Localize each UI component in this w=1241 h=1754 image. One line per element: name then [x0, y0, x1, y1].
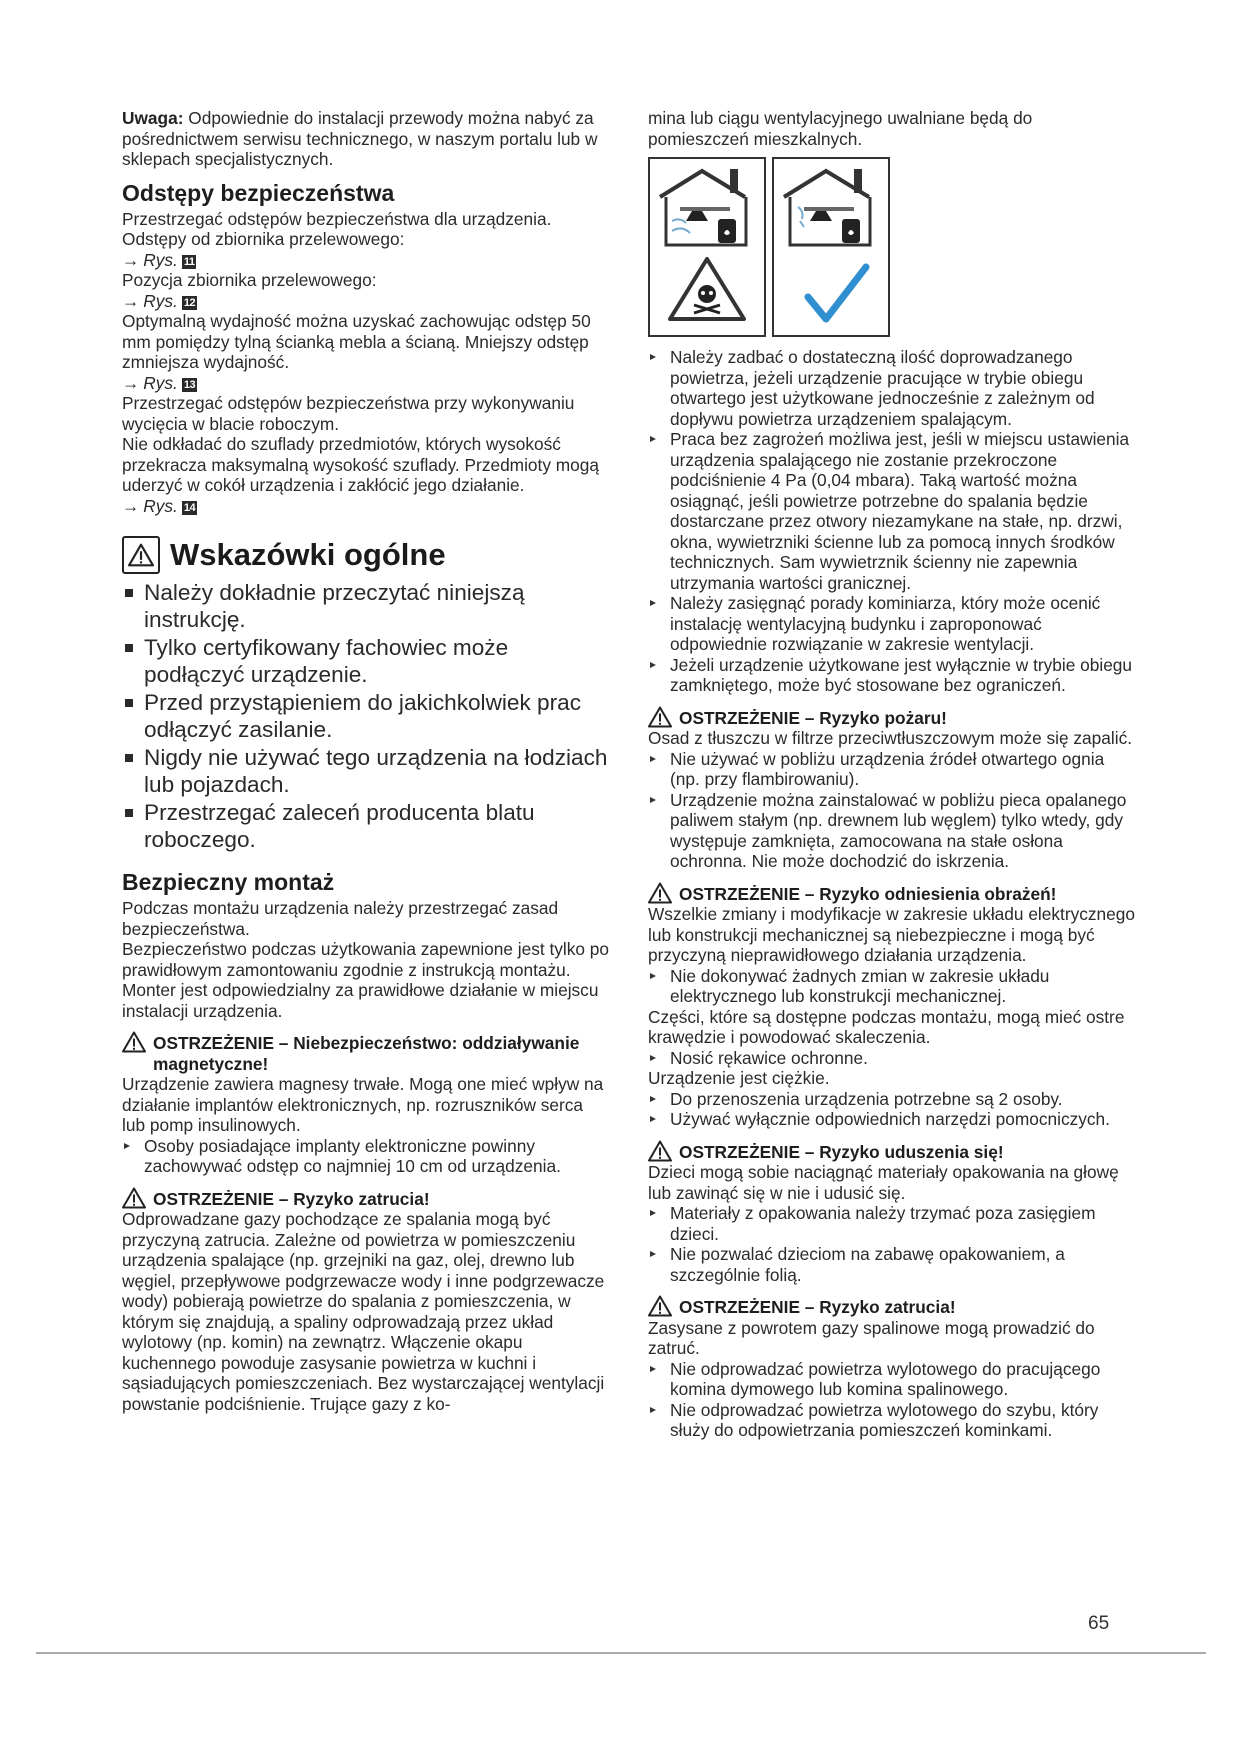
warning-poison-text: Odprowadzane gazy pochodzące ze spalania mogą być przyczyną zatrucia. Zależne od powietrza w pomieszczeniu urządzenia spalające (np. grzejniki na gaz, olej, drewno lub węgiel, przepływowe podgrzewacze wody i inne podgrzewacze wody) pobierają powietrze do spalania z pomieszczenia, w którym się znajdują, a spaliny odprowadzają przez układ wylotowy (np. komin) na zewnątrz. Włączenie okapu kuchennego powoduje zasysanie powietrza w kuchni i sąsiadujących pomieszczeniach. Bez wystarczającej wentylacji powstanie podciśnienie. Trujące gazy z ko- [122, 1209, 605, 1414]
safety-p2: Odstępy od zbiornika przelewowego: [122, 229, 405, 249]
list-item: Przed przystąpieniem do jakichkolwiek prac odłączyć zasilanie. [122, 690, 610, 743]
warning-poison-heading: OSTRZEŻENIE – Ryzyko zatrucia! [122, 1189, 610, 1210]
left-column [122, 108, 610, 1414]
list-item: Przestrzegać zaleceń producenta blatu roboczego. [122, 800, 610, 853]
warning-suffocation-heading: OSTRZEŻENIE – Ryzyko uduszenia się! [648, 1142, 1136, 1163]
list-item: Należy dokładnie przeczytać niniejszą instrukcję. [122, 580, 610, 633]
list-item: Do przenoszenia urządzenia potrzebne są 2 osoby. [648, 1089, 1136, 1110]
list-item: Należy zadbać o dostateczną ilość doprowadzanego powietrza, jeżeli urządzenie pracujące w trybie obiegu otwartego jest użytkowane jednocześnie z zależnym od dopływu powietrza urządzeniem spalającym. [648, 347, 1136, 429]
footer-divider [36, 1652, 1206, 1654]
warning-magnetic-text: Urządzenie zawiera magnesy trwałe. Mogą one mieć wpływ na działanie implantów elektronicznych, np. rozruszników serca lub pomp insulinowych. [122, 1074, 604, 1135]
arrow-right-icon: → [122, 372, 140, 393]
warning-triangle-icon [648, 1140, 672, 1162]
figure-ok [772, 157, 890, 337]
warning-injury-list-2 [648, 1048, 1136, 1069]
warning-injury-list-1 [648, 966, 1136, 1007]
safety-distances-heading: Odstępy bezpieczeństwa [122, 179, 395, 206]
list-item: Nosić rękawice ochronne. [648, 1048, 1136, 1069]
arrow-right-icon: → [122, 290, 140, 311]
safety-p1: Przestrzegać odstępów bezpieczeństwa dla urządzenia. [122, 208, 552, 229]
figure-number-badge: 13 [183, 378, 196, 391]
mounting-p1: Podczas montażu urządzenia należy przestrzegać zasad bezpieczeństwa. [122, 898, 559, 939]
list-item: Urządzenie można zainstalować w pobliżu pieca opalanego paliwem stałym (np. drewnem lub węglem) tylko wtedy, gdy występuje zamknięta, zamocowana na stałe osłona ochronna. Nie może dochodzić do iskrzenia. [648, 790, 1136, 872]
warning-poison2-text: Zasysane z powrotem gazy spalinowe mogą prowadzić do zatruć. [648, 1317, 1095, 1358]
list-item: Używać wyłącznie odpowiednich narzędzi pomocniczych. [648, 1109, 1136, 1130]
list-item: Nie pozwalać dzieciom na zabawę opakowaniem, a szczególnie folią. [648, 1244, 1136, 1285]
warning-box-icon [122, 536, 160, 574]
warning-suffocation-text: Dzieci mogą sobie naciągnąć materiały opakowania na głowę lub zawinąć się w nie i udusić się. [648, 1162, 1119, 1203]
safety-p3: Pozycja zbiornika przelewowego: [122, 270, 377, 290]
general-heading: Wskazówki ogólne [170, 537, 446, 572]
warning-injury-text3: Urządzenie jest ciężkie. [648, 1068, 830, 1088]
warning-injury-text2: Części, które są dostępne podczas montażu, mogą mieć ostre krawędzie i powodować skaleczenia. [648, 1006, 1125, 1047]
list-item: Materiały z opakowania należy trzymać poza zasięgiem dzieci. [648, 1203, 1136, 1244]
ventilation-list [648, 347, 1136, 696]
note-paragraph [122, 108, 610, 170]
warning-magnetic-list [122, 1136, 610, 1177]
general-heading-row [122, 536, 610, 574]
list-item: Tylko certyfikowany fachowiec może podłączyć urządzenie. [122, 635, 610, 688]
warning-triangle-icon [122, 1187, 146, 1209]
list-item: Osoby posiadające implanty elektroniczne powinny zachowywać odstęp co najmniej 10 cm od urządzenia. [122, 1136, 610, 1177]
safety-p5: Przestrzegać odstępów bezpieczeństwa przy wykonywaniu wycięcia w blacie roboczym. [122, 393, 575, 434]
list-item: Nie odprowadzać powietrza wylotowego do pracującego komina dymowego lub komina spalinowego. [648, 1359, 1136, 1400]
house-danger-illustration [650, 159, 764, 335]
warning-injury-list-3 [648, 1089, 1136, 1130]
arrow-right-icon: → [122, 249, 140, 270]
warning-suffocation-list [648, 1203, 1136, 1285]
warning-triangle-icon [122, 1031, 146, 1053]
warning-poison2-list [648, 1359, 1136, 1441]
house-ok-illustration [774, 159, 888, 335]
figure-ref-11[interactable]: → Rys. 11 [122, 249, 195, 270]
figure-number-badge: 12 [183, 296, 196, 309]
warning-fire-heading: OSTRZEŻENIE – Ryzyko pożaru! [648, 708, 1136, 729]
mounting-heading: Bezpieczny montaż [122, 869, 335, 895]
list-item: Jeżeli urządzenie użytkowane jest wyłącznie w trybie obiegu zamkniętego, może być stosowane bez ograniczeń. [648, 655, 1136, 696]
figure-ref-12[interactable]: → Rys. 12 [122, 290, 196, 311]
note-text: Odpowiednie do instalacji przewody można nabyć za pośrednictwem serwisu technicznego, w naszym portalu lub w sklepach specjalistycznych. [122, 108, 598, 169]
ventilation-figures [648, 157, 1136, 337]
list-item: Należy zasięgnąć porady kominiarza, który może ocenić instalację wentylacyjną budynku i zaproponować odpowiednie rozwiązanie w zakresie wentylacji. [648, 593, 1136, 655]
list-item: Nie używać w pobliżu urządzenia źródeł otwartego ognia (np. przy flambirowaniu). [648, 749, 1136, 790]
list-item: Nie odprowadzać powietrza wylotowego do szybu, który służy do odpowietrzania pomieszczeń kominkami. [648, 1400, 1136, 1441]
page-number: 65 [1088, 1613, 1110, 1634]
warning-triangle-icon [648, 882, 672, 904]
warning-triangle-icon [648, 706, 672, 728]
warning-fire-list [648, 749, 1136, 872]
figure-number-badge: 11 [183, 255, 195, 268]
continuation-text: mina lub ciągu wentylacyjnego uwalniane będą do pomieszczeń mieszkalnych. [648, 108, 1033, 149]
figure-ref-13[interactable]: → Rys. 13 [122, 372, 196, 393]
general-list [122, 580, 610, 853]
safety-p4: Optymalną wydajność można uzyskać zachowując odstęp 50 mm pomiędzy tylną ścianką mebla a ścianą. Mniejszy odstęp zmniejsza wydajność. [122, 311, 591, 372]
list-item: Praca bez zagrożeń możliwa jest, jeśli w miejscu ustawienia urządzenia spalającego nie zostanie przekroczone podciśnienie 4 Pa (0,04 mbara). Taką wartość można osiągnąć, jeśli powietrze potrzebne do spalania będzie dostarczane przez otwory niezamykane na stałe, np. drzwi, okna, wywietrzniki ścienne lub za pomocą innych środków technicznych. Sam wywietrznik ścienny nie zapewnia utrzymania wartości granicznej. [648, 429, 1136, 593]
warning-injury-text: Wszelkie zmiany i modyfikacje w zakresie układu elektrycznego lub konstrukcji mechanicznej są niebezpieczne i mogą być przyczyną nieprawidłowego działania urządzenia. [648, 904, 1135, 965]
safety-p6: Nie odkładać do szuflady przedmiotów, których wysokość przekracza maksymalną wysokość szuflady. Przedmioty mogą uderzyć w cokół urządzenia i zakłócić jego działanie. [122, 434, 599, 495]
figure-danger [648, 157, 766, 337]
arrow-right-icon: → [122, 495, 140, 516]
warning-injury-heading: OSTRZEŻENIE – Ryzyko odniesienia obrażeń! [648, 884, 1136, 905]
warning-triangle-icon [648, 1295, 672, 1317]
warning-poison2-heading: OSTRZEŻENIE – Ryzyko zatrucia! [648, 1297, 1136, 1318]
list-item: Nigdy nie używać tego urządzenia na łodziach lub pojazdach. [122, 745, 610, 798]
warning-magnetic-heading: OSTRZEŻENIE – Niebezpieczeństwo: oddziaływanie magnetyczne! [122, 1033, 610, 1074]
list-item: Nie dokonywać żadnych zmian w zakresie układu elektrycznego lub konstrukcji mechanicznej. [648, 966, 1136, 1007]
warning-fire-text: Osad z tłuszczu w filtrze przeciwtłuszczowym może się zapalić. [648, 728, 1133, 748]
mounting-p2: Bezpieczeństwo podczas użytkowania zapewnione jest tylko po prawidłowym zamontowaniu zgodnie z instrukcją montażu. Monter jest odpowiedzialny za prawidłowe działanie w miejscu instalacji urządzenia. [122, 939, 610, 1021]
note-label: Uwaga: [122, 108, 184, 128]
figure-ref-14[interactable]: → Rys. 14 [122, 495, 196, 516]
right-column [648, 108, 1136, 1441]
figure-number-badge: 14 [183, 501, 196, 514]
